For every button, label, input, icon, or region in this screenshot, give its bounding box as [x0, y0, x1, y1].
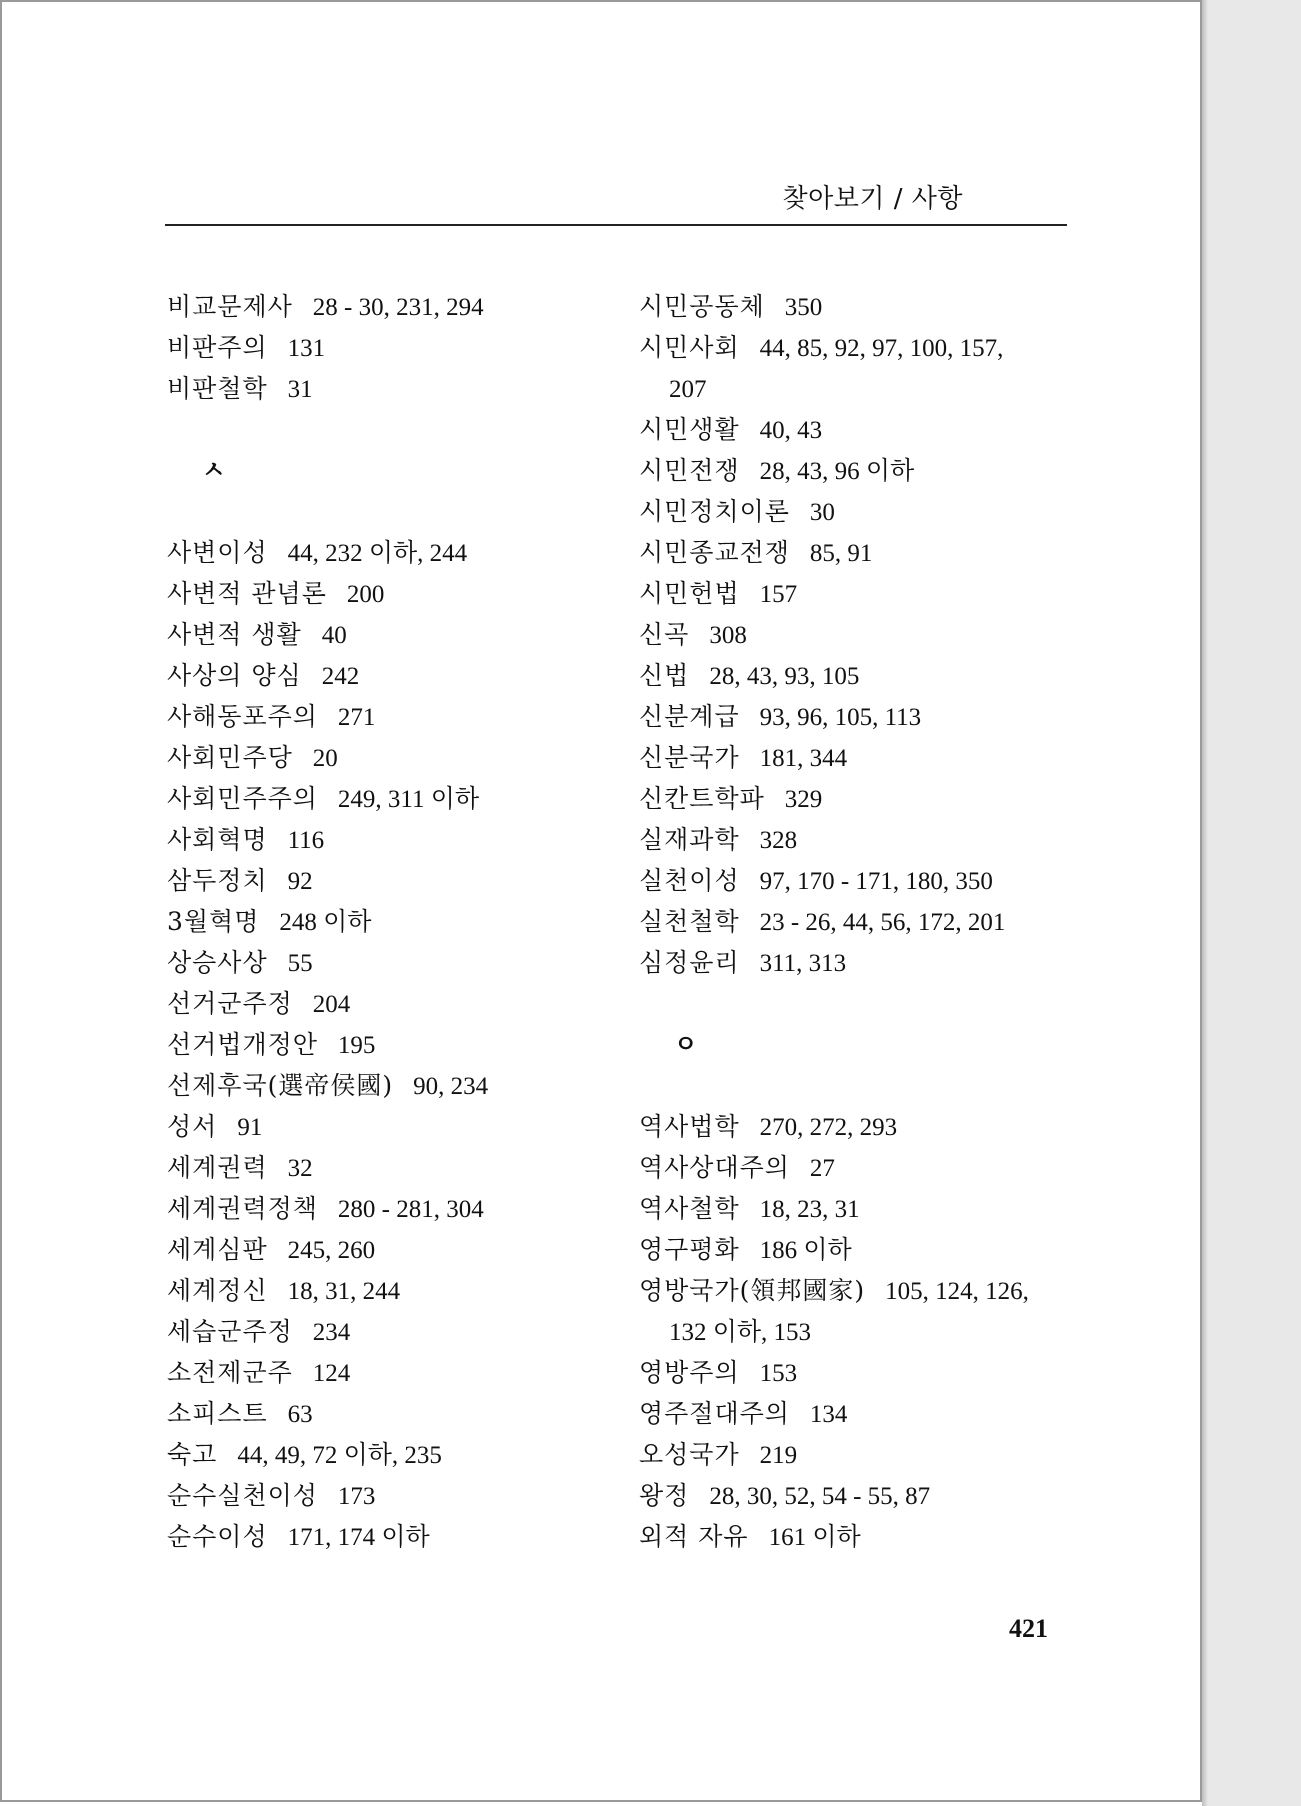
entry-term: 순수실천이성 — [167, 1481, 318, 1510]
entry-pages: 105, 124, 126, — [885, 1278, 1029, 1305]
entry-term: 시민종교전쟁 — [639, 538, 790, 567]
entry-pages: 28, 43, 93, 105 — [709, 663, 860, 690]
entry-pages: 350 — [784, 294, 823, 321]
entry-pages: 181, 344 — [759, 745, 848, 772]
entry-term: 사회혁명 — [167, 825, 268, 854]
index-entry — [167, 1147, 637, 1188]
entry-term: 오성국가 — [639, 1440, 740, 1469]
index-entry — [167, 1024, 637, 1065]
entry-term: 3월혁명 — [167, 907, 260, 936]
entry-pages: 131 — [287, 335, 326, 362]
index-entry — [639, 1188, 1079, 1229]
spacer — [167, 409, 637, 450]
spacer — [639, 983, 1079, 1024]
entry-pages: 97, 170 - 171, 180, 350 — [759, 868, 993, 895]
entry-term: 상승사상 — [167, 948, 268, 977]
page-number: 421 — [1009, 1614, 1048, 1643]
entry-pages: 18, 23, 31 — [759, 1196, 860, 1223]
entry-pages: 28, 30, 52, 54 - 55, 87 — [709, 1483, 931, 1510]
entry-pages: 245, 260 — [287, 1237, 376, 1264]
entry-pages: 85, 91 — [809, 540, 873, 567]
entry-pages: 90, 234 — [413, 1073, 489, 1100]
index-entry — [167, 696, 637, 737]
entry-term: 숙고 — [167, 1440, 218, 1469]
index-entry — [639, 819, 1079, 860]
entry-pages: 28, 43, 96 이하 — [759, 458, 915, 485]
entry-term: 영방국가(領邦國家) — [639, 1276, 866, 1305]
entry-pages: 91 — [237, 1114, 263, 1141]
page-edge-shadow — [1202, 0, 1208, 1806]
index-entry — [639, 1393, 1079, 1434]
entry-pages: 31 — [287, 376, 313, 403]
entry-pages: 328 — [759, 827, 798, 854]
entry-term: 실재과학 — [639, 825, 740, 854]
spacer — [639, 1065, 1079, 1106]
index-entry — [167, 737, 637, 778]
index-entry — [167, 614, 637, 655]
entry-term: 역사철학 — [639, 1194, 740, 1223]
entry-pages: 207 — [669, 376, 707, 403]
entry-pages: 20 — [312, 745, 338, 772]
entry-pages: 171, 174 이하 — [287, 1524, 430, 1551]
index-entry — [639, 450, 1079, 491]
spacer — [167, 491, 637, 532]
index-entry — [167, 532, 637, 573]
entry-pages: 200 — [346, 581, 385, 608]
entry-pages: 161 이하 — [768, 1524, 861, 1551]
entry-term: 선제후국(選帝侯國) — [167, 1071, 394, 1100]
index-entry — [639, 491, 1079, 532]
entry-term: 역사법학 — [639, 1112, 740, 1141]
index-entry — [639, 614, 1079, 655]
section-letter: ㅅ — [202, 456, 226, 484]
index-entry — [167, 901, 637, 942]
entry-term: 비판철학 — [167, 374, 268, 403]
entry-pages: 248 이하 — [279, 909, 372, 936]
entry-term: 세계정신 — [167, 1276, 268, 1305]
entry-term: 영주절대주의 — [639, 1399, 790, 1428]
index-entry — [639, 409, 1079, 450]
entry-term: 시민공동체 — [639, 292, 765, 321]
index-entry — [639, 1352, 1079, 1393]
entry-pages: 30 — [809, 499, 835, 526]
entry-term: 사변적 생활 — [167, 620, 302, 649]
entry-term: 소피스트 — [167, 1399, 268, 1428]
entry-term: 신곡 — [639, 620, 690, 649]
entry-pages: 271 — [337, 704, 376, 731]
entry-pages: 242 — [321, 663, 360, 690]
entry-pages: 311, 313 — [759, 950, 847, 977]
index-entry — [167, 1229, 637, 1270]
entry-term: 영구평화 — [639, 1235, 740, 1264]
index-entry — [167, 1311, 637, 1352]
index-entry — [167, 1393, 637, 1434]
entry-pages: 116 — [287, 827, 325, 854]
entry-term: 신법 — [639, 661, 690, 690]
index-entry — [639, 532, 1079, 573]
entry-term: 선거군주정 — [167, 989, 293, 1018]
entry-pages: 63 — [287, 1401, 313, 1428]
entry-term: 사상의 양심 — [167, 661, 302, 690]
entry-term: 시민사회 — [639, 333, 740, 362]
entry-term: 소전제군주 — [167, 1358, 293, 1387]
index-entry — [639, 286, 1079, 327]
entry-term: 신분계급 — [639, 702, 740, 731]
entry-term: 세계권력정책 — [167, 1194, 318, 1223]
entry-term: 심정윤리 — [639, 948, 740, 977]
entry-pages: 44, 232 이하, 244 — [287, 540, 468, 567]
entry-term: 비판주의 — [167, 333, 268, 362]
section-letter: ㅇ — [674, 1030, 698, 1058]
entry-pages: 195 — [337, 1032, 376, 1059]
entry-pages: 173 — [337, 1483, 376, 1510]
entry-term: 시민정치이론 — [639, 497, 790, 526]
header-rule — [165, 224, 1067, 226]
index-entry — [167, 368, 637, 409]
index-entry — [167, 819, 637, 860]
entry-pages: 40, 43 — [759, 417, 823, 444]
index-entry — [639, 1516, 1079, 1557]
entry-term: 세습군주정 — [167, 1317, 293, 1346]
index-entry — [639, 1147, 1079, 1188]
index-entry — [639, 778, 1079, 819]
entry-pages: 28 - 30, 231, 294 — [312, 294, 484, 321]
index-entry — [167, 1434, 637, 1475]
entry-term: 실천이성 — [639, 866, 740, 895]
entry-pages: 55 — [287, 950, 313, 977]
entry-term: 시민전쟁 — [639, 456, 740, 485]
index-entry-continuation — [639, 368, 1079, 409]
entry-pages: 44, 85, 92, 97, 100, 157, — [759, 335, 1004, 362]
index-entry — [639, 573, 1079, 614]
entry-term: 선거법개정안 — [167, 1030, 318, 1059]
entry-pages: 124 — [312, 1360, 351, 1387]
index-entry — [167, 1188, 637, 1229]
index-entry — [639, 327, 1079, 368]
entry-pages: 204 — [312, 991, 351, 1018]
index-entry — [167, 942, 637, 983]
entry-term: 사변이성 — [167, 538, 268, 567]
index-column-right — [639, 286, 1079, 1557]
index-entry — [167, 327, 637, 368]
entry-pages: 249, 311 이하 — [337, 786, 480, 813]
entry-pages: 93, 96, 105, 113 — [759, 704, 922, 731]
entry-term: 비교문제사 — [167, 292, 293, 321]
index-entry — [167, 1106, 637, 1147]
index-entry — [167, 573, 637, 614]
entry-pages: 270, 272, 293 — [759, 1114, 898, 1141]
index-entry — [167, 655, 637, 696]
index-entry — [167, 286, 637, 327]
entry-term: 실천철학 — [639, 907, 740, 936]
entry-pages: 280 - 281, 304 — [337, 1196, 484, 1223]
index-entry — [639, 696, 1079, 737]
index-column-left — [167, 286, 637, 1557]
entry-term: 신분국가 — [639, 743, 740, 772]
index-entry — [639, 1229, 1079, 1270]
index-entry — [639, 1475, 1079, 1516]
index-entry — [639, 901, 1079, 942]
index-entry-continuation — [639, 1311, 1079, 1352]
entry-pages: 153 — [759, 1360, 798, 1387]
entry-pages: 44, 49, 72 이하, 235 — [237, 1442, 442, 1469]
entry-term: 외적 자유 — [639, 1522, 749, 1551]
index-entry — [167, 860, 637, 901]
index-entry — [639, 1434, 1079, 1475]
index-entry — [639, 1106, 1079, 1147]
entry-pages: 132 이하, 153 — [669, 1319, 812, 1346]
entry-pages: 18, 31, 244 — [287, 1278, 401, 1305]
entry-term: 세계권력 — [167, 1153, 268, 1182]
running-header: 찾아보기 / 사항 — [782, 184, 963, 214]
entry-pages: 92 — [287, 868, 313, 895]
index-entry — [639, 655, 1079, 696]
entry-pages: 234 — [312, 1319, 351, 1346]
entry-term: 삼두정치 — [167, 866, 268, 895]
index-entry — [167, 1475, 637, 1516]
entry-pages: 329 — [784, 786, 823, 813]
entry-pages: 308 — [709, 622, 747, 649]
index-entry — [639, 737, 1079, 778]
index-entry — [639, 942, 1079, 983]
entry-pages: 186 이하 — [759, 1237, 852, 1264]
entry-term: 왕정 — [639, 1481, 690, 1510]
entry-term: 시민헌법 — [639, 579, 740, 608]
entry-term: 사변적 관념론 — [167, 579, 327, 608]
index-entry — [167, 1065, 637, 1106]
entry-term: 시민생활 — [639, 415, 740, 444]
index-entry — [639, 860, 1079, 901]
index-entry — [167, 983, 637, 1024]
entry-term: 성서 — [167, 1112, 218, 1141]
index-entry — [167, 778, 637, 819]
entry-term: 사회민주주의 — [167, 784, 318, 813]
entry-pages: 27 — [809, 1155, 835, 1182]
entry-pages: 134 — [809, 1401, 848, 1428]
viewer-gutter — [1202, 0, 1301, 1806]
index-entry — [167, 1516, 637, 1557]
index-entry — [167, 1352, 637, 1393]
entry-pages: 40 — [321, 622, 347, 649]
entry-term: 순수이성 — [167, 1522, 268, 1551]
entry-pages: 32 — [287, 1155, 313, 1182]
entry-term: 사해동포주의 — [167, 702, 318, 731]
index-entry — [639, 1270, 1079, 1311]
entry-pages: 219 — [759, 1442, 798, 1469]
entry-term: 영방주의 — [639, 1358, 740, 1387]
entry-pages: 157 — [759, 581, 798, 608]
entry-term: 사회민주당 — [167, 743, 293, 772]
entry-pages: 23 - 26, 44, 56, 172, 201 — [759, 909, 1006, 936]
index-entry — [167, 1270, 637, 1311]
entry-term: 신칸트학파 — [639, 784, 765, 813]
entry-term: 세계심판 — [167, 1235, 268, 1264]
entry-term: 역사상대주의 — [639, 1153, 790, 1182]
